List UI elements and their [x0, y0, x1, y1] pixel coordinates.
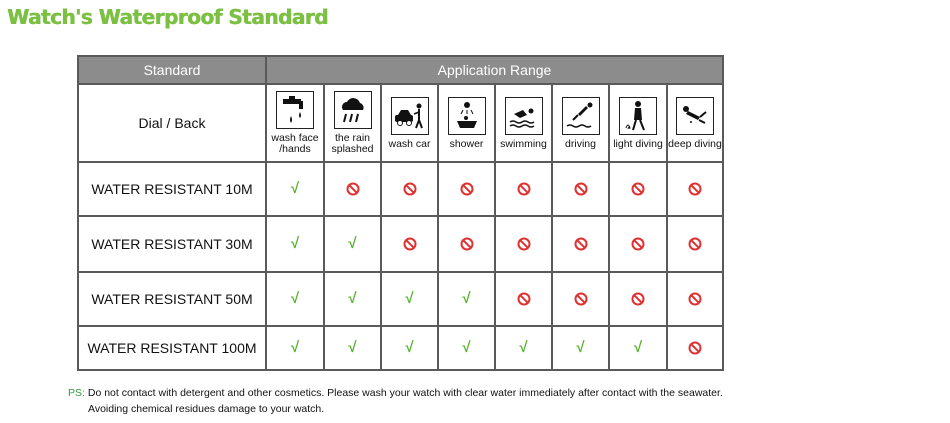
mark-cell	[667, 162, 723, 216]
prohibited-icon	[460, 237, 474, 251]
check-icon: √	[290, 180, 300, 197]
mark-cell	[495, 162, 552, 216]
mark-cell	[266, 216, 324, 272]
prohibited-icon	[574, 292, 588, 306]
mark-cell	[324, 326, 381, 370]
application-swimming	[495, 84, 552, 162]
mark-cell	[438, 272, 495, 326]
application-rain	[324, 84, 381, 162]
check-icon: √	[290, 235, 300, 252]
prohibited-icon	[631, 182, 645, 196]
standard-label: WATER RESISTANT 100M	[78, 326, 266, 370]
mark-cell	[609, 326, 667, 370]
mark-cell	[381, 216, 438, 272]
mark-cell	[667, 272, 723, 326]
ps-note	[68, 385, 723, 417]
table-row	[78, 216, 723, 272]
application-label: shower	[449, 137, 484, 150]
dial-back-label: Dial / Back	[78, 84, 266, 162]
table-row	[78, 326, 723, 370]
rain-icon	[334, 91, 372, 129]
prohibited-icon	[631, 292, 645, 306]
mark-cell	[324, 272, 381, 326]
prohibited-icon	[688, 341, 702, 355]
application-wash-face	[266, 84, 324, 162]
mark-cell	[381, 162, 438, 216]
standard-label: WATER RESISTANT 30M	[78, 216, 266, 272]
application-label: swimming	[500, 137, 547, 150]
prohibited-icon	[688, 182, 702, 196]
check-icon: √	[405, 339, 414, 356]
application-driving	[552, 84, 609, 162]
application-light-diving	[609, 84, 667, 162]
application-label: wash face	[271, 132, 319, 144]
swimming-icon	[505, 97, 543, 135]
mark-cell	[609, 162, 667, 216]
prohibited-icon	[688, 237, 702, 251]
application-label-line2: splashed	[331, 143, 374, 155]
ps-prefix: PS:	[68, 387, 85, 399]
mark-cell	[438, 162, 495, 216]
driving-icon	[562, 97, 600, 135]
prohibited-icon	[517, 182, 531, 196]
prohibited-icon	[517, 237, 531, 251]
application-label: the rain	[334, 132, 371, 144]
mark-cell	[552, 216, 609, 272]
header-standard: Standard	[78, 56, 266, 84]
mark-cell	[667, 326, 723, 370]
mark-cell	[438, 326, 495, 370]
ps-line-2: Avoiding chemical residues damage to your watch.	[88, 403, 325, 415]
mark-cell	[266, 162, 324, 216]
ps-line-1: Do not contact with detergent and other cosmetics. Please wash your watch with clear water immediately after contact with the seawater.	[87, 387, 723, 399]
check-icon: √	[405, 290, 414, 307]
application-label: driving	[565, 137, 596, 150]
application-shower	[438, 84, 495, 162]
check-icon: √	[633, 339, 643, 356]
deep-diving-icon	[676, 97, 714, 135]
mark-cell	[324, 162, 381, 216]
light-diving-icon	[619, 97, 657, 135]
standard-label: WATER RESISTANT 50M	[78, 272, 266, 326]
prohibited-icon	[460, 182, 474, 196]
application-deep-diving	[667, 84, 723, 162]
prohibited-icon	[688, 292, 702, 306]
mark-cell	[495, 326, 552, 370]
mark-cell	[552, 162, 609, 216]
application-label-line2: /hands	[279, 143, 311, 155]
application-wash-car	[381, 84, 438, 162]
application-label: light diving	[613, 137, 663, 150]
table-row	[78, 272, 723, 326]
prohibited-icon	[403, 182, 417, 196]
page-title: Watch's Waterproof Standard	[7, 5, 328, 29]
check-icon: √	[348, 290, 357, 307]
mark-cell	[266, 326, 324, 370]
mark-cell	[381, 272, 438, 326]
mark-cell	[552, 326, 609, 370]
check-icon: √	[576, 339, 585, 356]
mark-cell	[495, 216, 552, 272]
mark-cell	[266, 272, 324, 326]
prohibited-icon	[346, 182, 360, 196]
shower-icon	[448, 97, 486, 135]
check-icon: √	[519, 339, 528, 356]
mark-cell	[667, 216, 723, 272]
waterproof-table	[77, 55, 724, 371]
check-icon: √	[462, 290, 471, 307]
header-application-range: Application Range	[266, 56, 723, 84]
table-row	[78, 162, 723, 216]
mark-cell	[495, 272, 552, 326]
check-icon: √	[348, 235, 357, 252]
check-icon: √	[462, 339, 471, 356]
mark-cell	[609, 272, 667, 326]
wash-face-icon	[276, 91, 314, 129]
prohibited-icon	[631, 237, 645, 251]
prohibited-icon	[403, 237, 417, 251]
check-icon: √	[348, 339, 357, 356]
check-icon: √	[290, 290, 300, 307]
prohibited-icon	[517, 292, 531, 306]
mark-cell	[324, 216, 381, 272]
mark-cell	[552, 272, 609, 326]
check-icon: √	[290, 339, 300, 356]
mark-cell	[381, 326, 438, 370]
application-label: wash car	[388, 137, 431, 150]
prohibited-icon	[574, 237, 588, 251]
standard-label: WATER RESISTANT 10M	[78, 162, 266, 216]
prohibited-icon	[574, 182, 588, 196]
application-label: deep diving	[668, 137, 722, 150]
mark-cell	[438, 216, 495, 272]
wash-car-icon	[391, 97, 429, 135]
mark-cell	[609, 216, 667, 272]
